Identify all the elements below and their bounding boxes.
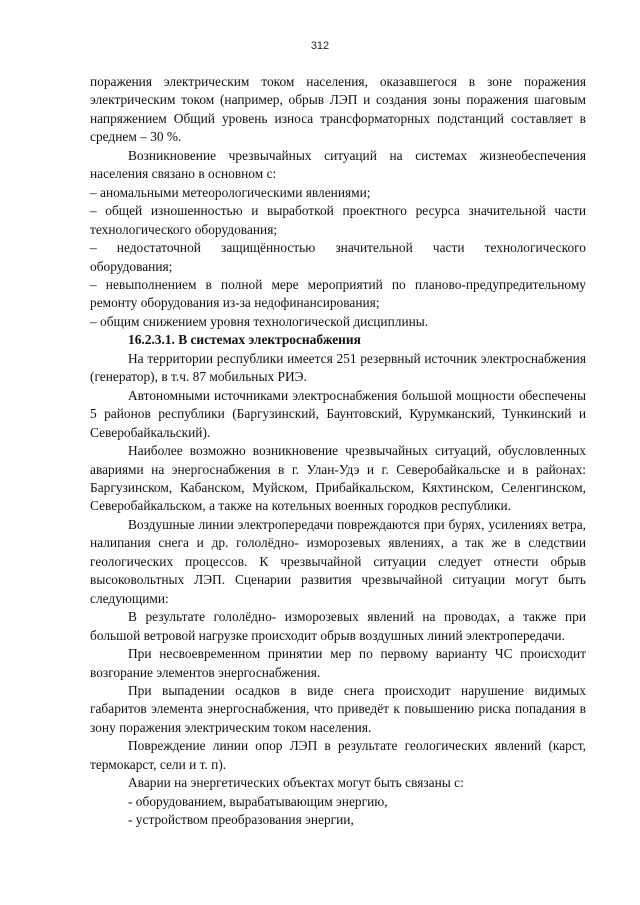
paragraph: Повреждение линии опор ЛЭП в результате геологических явлений (карст, термокарст, сели и т. п). bbox=[90, 738, 586, 772]
list-item: - устройством преобразования энергии, bbox=[128, 812, 354, 828]
paragraph: поражения электрическим током населения, оказавшегося в зоне поражения электрическим током (например, обрыв ЛЭП и создания зоны поражения шаговым напряжением Общий уровень износа трансформаторных подстанций составляет в среднем – 30 %. bbox=[90, 74, 586, 145]
paragraph: При выпадении осадков в виде снега происходит нарушение видимых габаритов элемента энергоснабжения, что приведёт к повышению риска попадания в зону поражения электрическим током населения. bbox=[90, 682, 586, 735]
section-heading: 16.2.3.1. В системах электроснабжения bbox=[128, 332, 361, 348]
list-item: – невыполнением в полной мере мероприятий по планово-предупредительному ремонту оборудования из-за недофинансирования; bbox=[90, 276, 586, 311]
paragraph: Возникновение чрезвычайных ситуаций на системах жизнеобеспечения населения связано в основном с: bbox=[90, 147, 586, 182]
list-item: – аномальными метеорологическими явлениями; bbox=[90, 184, 371, 200]
paragraph: Воздушные линии электропередачи повреждаются при бурях, усилениях ветра, налипания снега и др. гололёдно- изморозевых явлениях, а так же в следствии геологических процессов. К чрезвычайной ситуации следует отнести обрыв высоковольтных ЛЭП. Сценарии развития чрезвычайной ситуации могут быть следующими: bbox=[90, 516, 586, 606]
paragraph: Наиболее возможно возникновение чрезвычайных ситуаций, обусловленных авариями на энергоснабжения в г. Улан-Удэ и г. Северобайкальске и в районах: Баргузинском, Кабанском, Муйском, Прибайкальском, Кяхтинском, Селенгинском, Северобайкальском, а также на котельных военных городков республики. bbox=[90, 443, 586, 514]
paragraph: На территории республики имеется 251 резервный источник электроснабжения (генератор), в т.ч. 87 мобильных РИЭ. bbox=[90, 350, 586, 385]
paragraph: При несвоевременном принятии мер по первому варианту ЧС происходит возгорание элементов энергоснабжения. bbox=[90, 646, 586, 680]
body-text bbox=[90, 73, 586, 830]
page-number: 312 bbox=[310, 40, 330, 52]
paragraph: В результате гололёдно- изморозевых явлений на проводах, а также при большой ветровой нагрузке происходит обрыв воздушных линий электропередачи. bbox=[90, 609, 586, 643]
list-item: - оборудованием, вырабатывающим энергию, bbox=[128, 793, 388, 809]
paragraph: Аварии на энергетических объектах могут быть связаны с: bbox=[128, 775, 464, 791]
list-item: – общим снижением уровня технологической дисциплины. bbox=[90, 313, 429, 329]
paragraph: Автономными источниками электроснабжения большой мощности обеспечены 5 районов республики (Баргузинский, Баунтовский, Курумканский, Тункинский и Северобайкальский). bbox=[90, 387, 586, 440]
list-item: – общей изношенностью и выработкой проектного ресурса значительной части технологического оборудования; bbox=[90, 203, 586, 237]
list-item: – недостаточной защищённостью значительной части технологического оборудования; bbox=[90, 240, 586, 274]
